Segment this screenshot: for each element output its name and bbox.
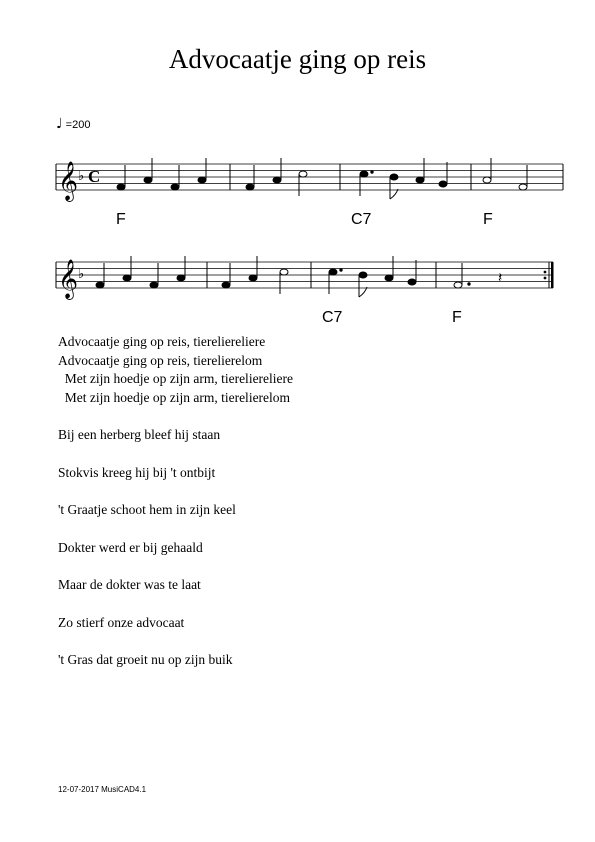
- final-barline: [551, 262, 554, 288]
- repeat-dot: [544, 271, 547, 274]
- note: [144, 177, 152, 183]
- note: [360, 171, 368, 177]
- note: [483, 177, 491, 183]
- note: [222, 282, 230, 288]
- lyric-line: Met zijn hoedje op zijn arm, tiereliereliere: [58, 371, 294, 386]
- note: [390, 174, 398, 180]
- lyric-line: Advocaatje ging op reis, tiereliereliere: [58, 334, 266, 349]
- verse-line: Stokvis kreeg hij bij 't ontbijt: [58, 464, 216, 480]
- lyric-line: Advocaatje ging op reis, tierelierelom: [58, 352, 263, 368]
- verse-line: Bij een herberg bleef hij staan: [58, 427, 221, 442]
- quarter-note-icon: ♩: [56, 116, 63, 132]
- treble-clef-icon: 𝄞: [58, 161, 79, 201]
- verse-line: 't Gras dat groeit nu op zijn buik: [58, 652, 233, 667]
- note: [408, 279, 416, 285]
- flat-icon: ♭: [78, 267, 85, 282]
- staff-system-2: [0, 248, 595, 328]
- note: [273, 177, 281, 183]
- verse-line: Zo stierf onze advocaat: [58, 614, 185, 630]
- treble-clef-icon: 𝄞: [58, 259, 79, 299]
- note: [117, 184, 125, 190]
- page-title: Advocaatje ging op reis: [168, 44, 427, 74]
- repeat-dot: [544, 277, 547, 280]
- note: [150, 282, 158, 288]
- quarter-rest-icon: 𝄽: [498, 270, 503, 286]
- note: [329, 269, 337, 275]
- note: [519, 184, 527, 190]
- note: [454, 282, 462, 288]
- note: [249, 275, 257, 281]
- chord-label: F: [452, 309, 462, 326]
- note: [416, 177, 424, 183]
- verse-1: [58, 333, 293, 407]
- other-verses: [58, 427, 236, 690]
- verse-line: Dokter werd er bij gehaald: [58, 539, 203, 555]
- note: [439, 181, 447, 187]
- note: [359, 272, 367, 278]
- note: [96, 282, 104, 288]
- lyric-line: Met zijn hoedje op zijn arm, tierelierelom: [58, 389, 291, 405]
- chord-label: F: [116, 211, 126, 228]
- tempo-marking: [56, 116, 90, 132]
- note: [171, 184, 179, 190]
- common-time-icon: C: [88, 167, 101, 186]
- note: [385, 275, 393, 281]
- flat-icon: ♭: [78, 169, 85, 184]
- verse-line: Maar de dokter was te laat: [58, 577, 201, 592]
- note: [177, 275, 185, 281]
- note: [198, 177, 206, 183]
- chord-label: C7: [322, 309, 343, 326]
- chord-label: C7: [351, 211, 372, 228]
- footer-info: 12-07-2017 MusiCAD4.1: [58, 785, 147, 794]
- note: [123, 275, 131, 281]
- staff-system-1: [0, 150, 595, 230]
- chord-label: F: [483, 211, 493, 228]
- note: [280, 269, 288, 275]
- tempo-value: =200: [65, 119, 91, 131]
- note: [299, 171, 307, 177]
- verse-line: 't Graatje schoot hem in zijn keel: [58, 502, 236, 517]
- note: [246, 184, 254, 190]
